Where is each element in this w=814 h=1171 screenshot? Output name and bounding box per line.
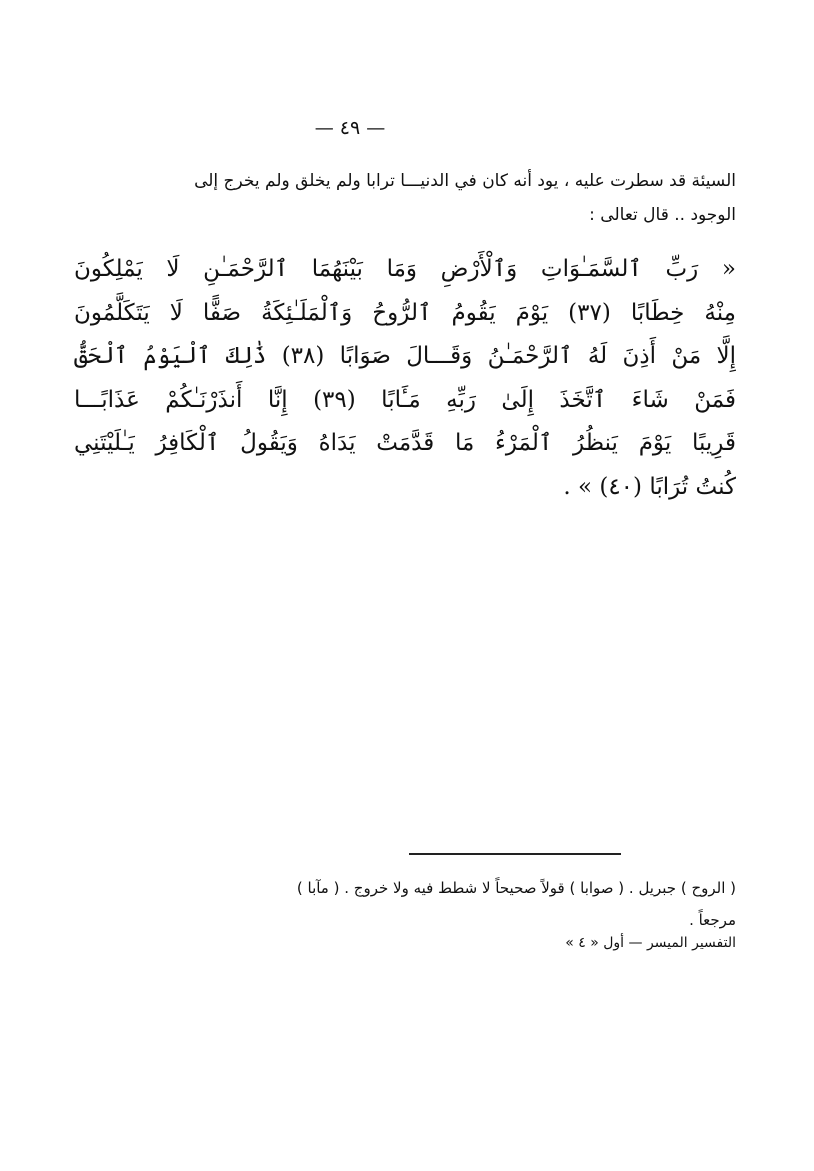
footnote-line: مرجعاً . — [689, 911, 736, 929]
verse-line: مِنْهُ خِطَابًا (٣٧) يَوْمَ يَقُومُ ٱلرُّوحُ وَٱلْمَلَـٰئِكَةُ صَفًّا لَا يَتَكَلَّمُونَ — [74, 299, 736, 326]
verse-line: « رَبِّ ٱلسَّمَـٰوَاتِ وَٱلْأَرْضِ وَمَا بَيْنَهُمَا ٱلرَّحْمَـٰنِ لَا يَمْلِكُونَ — [74, 256, 736, 282]
intro-paragraph — [74, 164, 736, 232]
footnote-line: ( الروح ) جبريل . ( صوابا ) قولاً صحيحاً لا شطط فيه ولا خروج . ( مآبا ) — [296, 879, 736, 897]
footnote — [84, 872, 736, 936]
verse-line: إِلَّا مَنْ أَذِنَ لَهُ ٱلرَّحْمَـٰنُ وَقَـــالَ صَوَابًا (٣٨) ذَٰلِكَ ٱلْيَوْمُ ٱلْحَقُّ — [74, 343, 736, 369]
verse-line: فَمَنْ شَاءَ ٱتَّخَذَ إِلَىٰ رَبِّهِ مَـَٔابًا (٣٩) إِنَّا أَنذَرْنَـٰكُمْ عَذَابًـــا — [74, 386, 736, 413]
quran-verse-block — [74, 248, 736, 509]
intro-line: الوجود .. قال تعالى : — [589, 205, 736, 225]
page-number: — ٤٩ — — [314, 117, 386, 139]
intro-line: السيئة قد سطرت عليه ، يود أنه كان في الدنيـــا ترابا ولم يخلق ولم يخرج إلى — [194, 171, 736, 191]
footnote-divider — [409, 853, 621, 855]
printer-signature-mark: التفسير الميسر — أول « ٤ » — [565, 935, 736, 951]
verse-line: كُنتُ تُرَابًا (٤٠) » . — [563, 473, 736, 500]
verse-line: قَرِيبًا يَوْمَ يَنظُرُ ٱلْمَرْءُ مَا قَدَّمَتْ يَدَاهُ وَيَقُولُ ٱلْكَافِرُ يَـٰلَيْتَنِي — [74, 430, 736, 456]
